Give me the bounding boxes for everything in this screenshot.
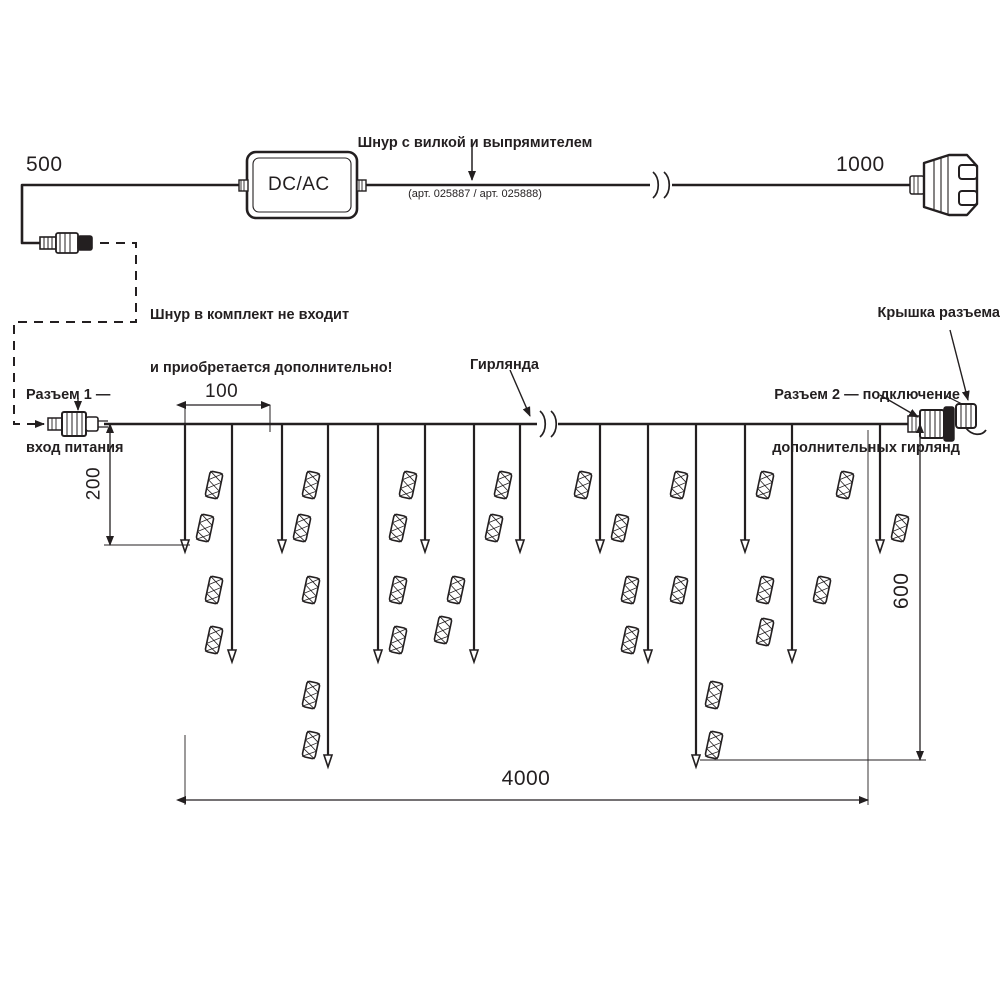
cord-title-line2: (арт. 025887 / арт. 025888)	[408, 188, 542, 201]
connector-cap	[956, 404, 986, 434]
connector-2-label	[620, 352, 960, 494]
not-included-note-line2: и приобретается дополнительно!	[150, 360, 393, 377]
dimension-pitch-label: 100	[205, 381, 239, 402]
icicle-drop	[447, 424, 503, 662]
icicle-drop	[374, 424, 407, 662]
cord-title-label	[330, 100, 620, 237]
not-included-note-line1: Шнур в комплект не входит	[150, 307, 350, 324]
connector-1-label	[26, 352, 124, 494]
adapter-label: DC/AC	[268, 174, 330, 195]
connector-cap-label: Крышка разъема	[877, 305, 1000, 321]
icicle-drop	[205, 424, 236, 662]
dimension-total-length-label: 4000	[501, 767, 551, 790]
connector-2-label-line1: Разъем 2 — подключение	[774, 387, 960, 404]
dimension-right-cord-label: 1000	[836, 153, 885, 176]
connector-1-label-line1: Разъем 1 —	[26, 387, 111, 404]
icicle-drop	[399, 424, 452, 644]
mains-plug	[910, 155, 977, 215]
dimension-max-drop-label: 600	[890, 572, 914, 610]
cord-end-connector	[40, 233, 92, 253]
not-included-note	[150, 272, 392, 414]
icicle-drop	[302, 424, 332, 767]
dimension-first-drop-label: 200	[83, 466, 105, 501]
garland-label: Гирлянда	[470, 357, 539, 373]
dimension-left-cord-label: 500	[26, 153, 63, 176]
connector-1-label-line2: вход питания	[26, 440, 124, 457]
connector-2-label-line2: дополнительных гирлянд	[772, 440, 960, 457]
cord-title-line1: Шнур с вилкой и выпрямителем	[357, 135, 593, 152]
